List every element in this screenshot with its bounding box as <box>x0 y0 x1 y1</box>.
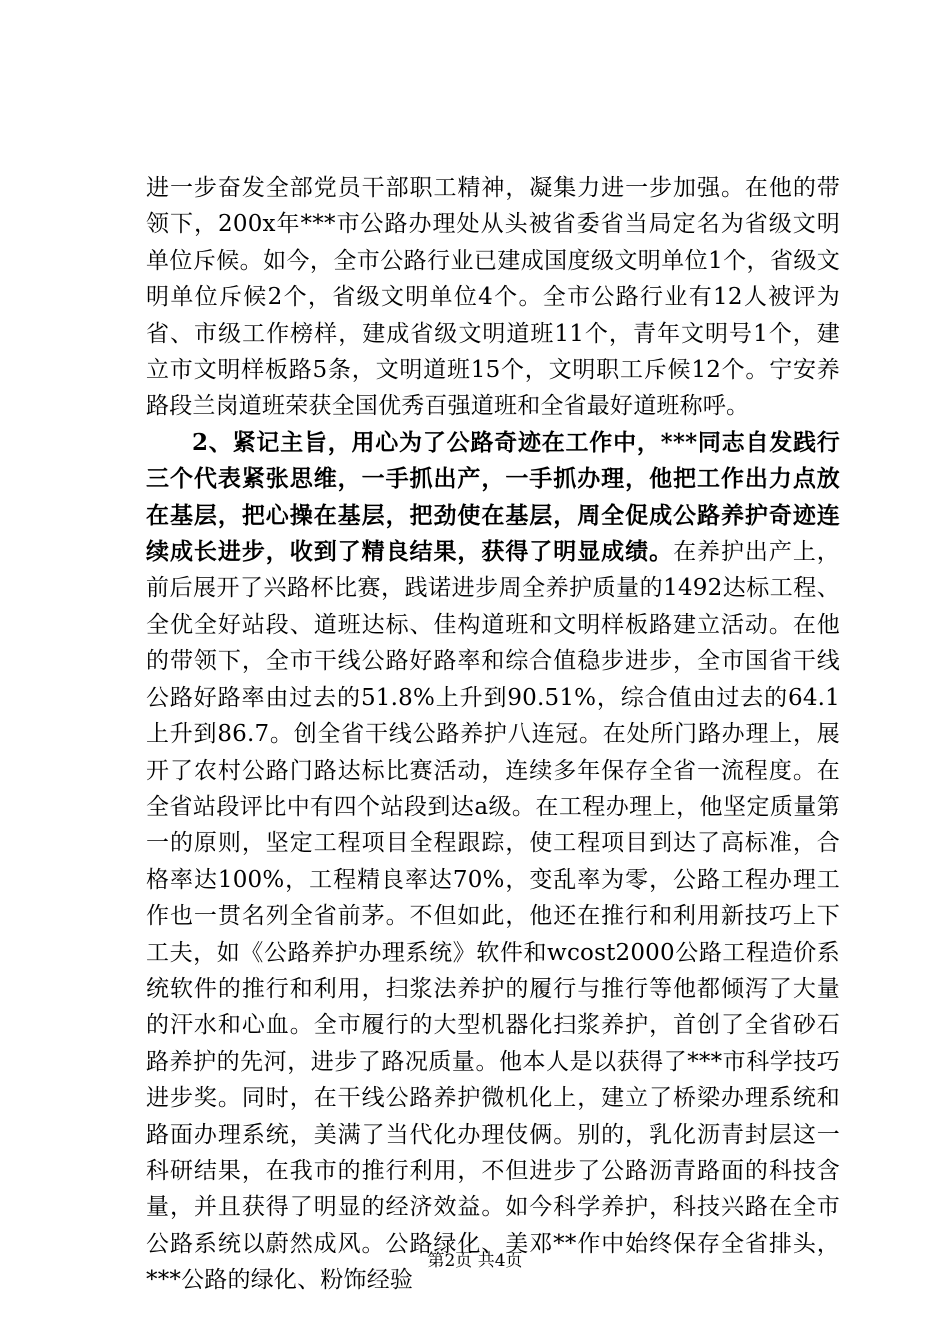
paragraph-2-body: 在养护出产上，前后展开了兴路杯比赛，践诺进步周全养护质量的1492达标工程、全优全好站段、道班达标、佳构道班和文明样板路建立活动。在他的带领下，全市干线公路好路率和综合值稳步进步，全市国省干线公路好路率由过去的51.8%上升到90.51%，综合值由过去的64.1上升到86.7。创全省干线公路养护八连冠。在处所门路办理上，展开了农村公路门路达标比赛活动，连续多年保存全省一流程度。在全省站段评比中有四个站段到达a级。在工程办理上，他坚定质量第一的原则，坚定工程项目全程跟踪，使工程项目到达了高标准，合格率达100%，工程精良率达70%，变乱率为零，公路工程办理工作也一贯名列全省前茅。不但如此，他还在推行和利用新技巧上下工夫，如《公路养护办理系统》软件和wcost2000公路工程造价系统软件的推行和利用，扫浆法养护的履行与推行等他都倾泻了大量的汗水和心血。全市履行的大型机器化扫浆养护，首创了全省砂石路养护的先河，进步了路况质量。他本人是以获得了***市科学技巧进步奖。同时，在干线公路养护微机化上，建立了桥梁办理系统和路面办理系统，美满了当代化办理伎俩。别的，乳化沥青封层这一科研结果，在我市的推行利用，不但进步了公路沥青路面的科技含量，并且获得了明显的经济效益。如今科学养护，科技兴路在全市公路系统以蔚然成风。公路绿化、美邓**作中始终保存全省排头，***公路的绿化、粉饰经验 <box>146 539 841 1294</box>
paragraph-2-bold-lead: 2、紧记主旨，用心为了公路奇迹在工作中，***同志自发践行三个代表紧张思维，一手抓出产，一手抓办理，他把工作出力点放在基层，把心操在基层，把劲使在基层，周全促成公路养护奇迹连续成长进步，收到了精良结果，获得了明显成绩。 <box>146 428 840 566</box>
paragraph-2 <box>146 425 840 1299</box>
document-body <box>146 170 840 1299</box>
paragraph-1: 进一步奋发全部党员干部职工精神，凝集力进一步加强。在他的带领下，200x年***市公路办理处从头被省委省当局定名为省级文明单位斥候。如今，全市公路行业已建成国度级文明单位1个，省级文明单位斥候2个，省级文明单位4个。全市公路行业有12人被评为省、市级工作榜样，建成省级文明道班11个，青年文明号1个，建立市文明样板路5条，文明道班15个，文明职工斥候12个。宁安养路段兰岗道班荣获全国优秀百强道班和全省最好道班称呼。 <box>146 175 840 420</box>
page-number-footer: 第2页 共4页 <box>427 1251 523 1271</box>
